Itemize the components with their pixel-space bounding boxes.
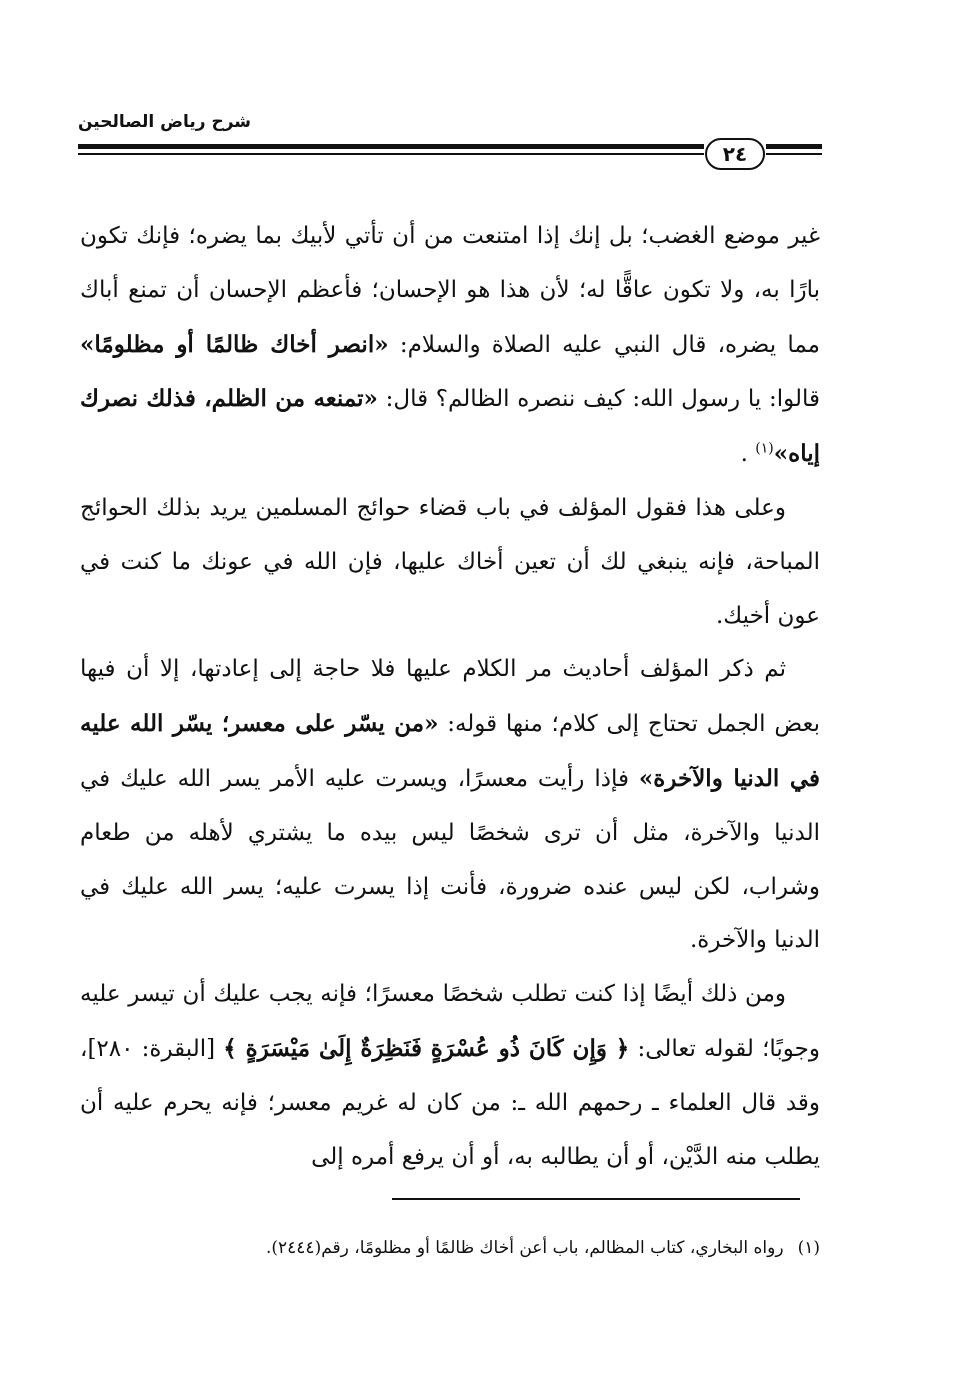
paragraph-1-end: . [740, 441, 756, 468]
paragraph-2: وعلى هذا فقول المؤلف في باب قضاء حوائج المسلمين يريد بذلك الحوائج المباحة، فإنه ينبغي لك أن تعين أخاك عليها، فإن الله في عونك ما كنت في عون أخيك. [80, 494, 820, 629]
quran-reference: [البقرة: ٢٨٠] [87, 1035, 224, 1062]
page-number-badge: ٢٤ [705, 138, 765, 170]
footnote [80, 1234, 820, 1262]
paragraph-4-text: ومن ذلك أيضًا إذا كنت تطلب شخصًا معسرًا؛ فإنه يجب عليك أن تيسر عليه وجوبًا؛ لقوله تعالى: [80, 981, 820, 1062]
main-text [80, 210, 820, 1184]
paragraph-4-rest: ، وقد قال العلماء ـ رحمهم الله ـ: من كان له غريم معسر؛ فإنه يحرم عليه أن يطلب منه الدَّيْن، أو أن يطالبه به، أو أن يرفع أمره إلى [80, 1035, 820, 1170]
hadith-quote: «تمنعه من الظلم، فذلك نصرك إياه» [80, 385, 820, 468]
header-rule-right [766, 144, 822, 161]
hadith-quote: «من يسّر على معسر؛ يسّر الله عليه في الدنيا والآخرة» [80, 710, 820, 792]
quran-verse: ﴿ وَإِن كَانَ ذُو عُسْرَةٍ فَنَظِرَةٌ إِلَىٰ مَيْسَرَةٍ ﴾ [223, 1034, 630, 1062]
footnote-number: (١) [797, 1238, 820, 1258]
footnote-reference[interactable]: (١) [755, 440, 774, 457]
footnote-separator [392, 1198, 800, 1200]
paragraph-4 [80, 968, 820, 1184]
paragraph-1 [80, 210, 820, 482]
paragraph-3-text: ثم ذكر المؤلف أحاديث مر الكلام عليها فلا حاجة إلى إعادتها، إلا أن فيها بعض الجمل تحتاج إلى كلام؛ منها قوله: [80, 656, 820, 738]
running-header-title: شرح رياض الصالحين [78, 112, 252, 132]
paragraph-3-rest: فإذا رأيت معسرًا، ويسرت عليه الأمر يسر الله عليك في الدنيا والآخرة، مثل أن ترى شخصًا ليس بيده ما يشتري لأهله من طعام وشراب، لكن ليس عنده ضرورة، فأنت إذا يسرت عليه؛ يسر الله عليك في الدنيا والآخرة. [80, 765, 820, 954]
hadith-quote: «انصر أخاك ظالمًا أو مظلومًا» [80, 330, 389, 358]
header-rule-left [78, 144, 704, 161]
paragraph-1-middle: قالوا: يا رسول الله: كيف ننصره الظالم؟ قال: [377, 386, 820, 413]
paragraph-1-text: غير موضع الغضب؛ بل إنك إذا امتنعت من أن تأتي لأبيك بما يضره؛ فإنك تكون بارًا به، ولا تكون عاقًّا له؛ لأن هذا هو الإحسان؛ فأعظم الإحسان أن تمنع أباك مما يضره، قال النبي عليه الصلاة والسلام: [80, 223, 820, 358]
paragraph-3 [80, 643, 820, 968]
footnote-text: رواه البخاري، كتاب المظالم، باب أعن أخاك ظالمًا أو مظلومًا، رقم(٢٤٤٤). [265, 1238, 784, 1258]
